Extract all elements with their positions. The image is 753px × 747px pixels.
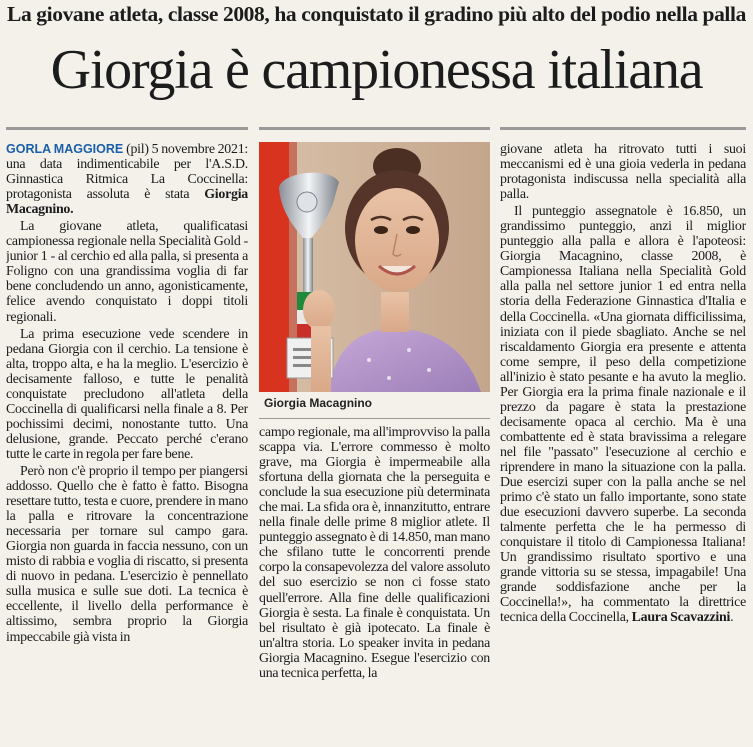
column-rule-2 — [259, 127, 490, 130]
paragraph: La prima esecuzione vede scendere in pedana Giorgia con il cerchio. La tensione è alta, troppo alta, e ha la meglio. L'esercizio è decisamente falloso, e tutte le penalità conquistate precludono all'atleta della Coccinella di qualificarsi nella finale a 8. Per pochissimi decimi, nonostante tutto. Una delusione, grande. Peccato perché c'erano tutte le carte in regola per fare bene. — [6, 326, 248, 462]
paragraph: La giovane atleta, qualificatasi campionessa regionale nella Specialità Gold - junior 1 - al cerchio ed alla palla, si presenta a Foligno con una grandissima voglia di far bene concludendo un anno, agonisticamente, felice avendo conquistato i doppi titoli regionali. — [6, 219, 248, 325]
quote-end: . — [730, 610, 734, 626]
athlete-photo — [259, 142, 490, 392]
paragraph: Però non c'è proprio il tempo per piangersi addosso. Quello che è fatto è fatto. Bisogna resettare tutto, testa e cuore, prendere in mano la palla e ritrovare la concentrazione necessaria per tornare sul campo gara. Giorgia non guarda in faccia nessuno, con un misto di rabbia e voglia di riscatto, si presenta di nuovo in pedana. L'esercizio è pennellato sulla musica e sulle sue doti. La tecnica è eccellente, il livello della performance è altissimo, sembra proprio la Giorgia impeccabile già vista in — [6, 463, 248, 645]
dateline: GORLA MAGGIORE — [6, 142, 124, 156]
paragraph: campo regionale, ma all'improvviso la palla scappa via. L'errore commesso è molto grave, ma Giorgia è impermeabile alla sfortuna della giornata che la perseguita e conclude la sua esecuzione più determinata che mai. La sfida ora è, innanzitutto, entrare nella finale delle prime 8 miglior atlete. Il punteggio assegnato è di 14.850, man mano che sfilano tutte le concorrenti prende corpo la consapevolezza del valore assoluto del suo esercizio se non ci fosse stato quell'errore. Alla fine delle qualificazioni Giorgia è sesta. La finale è conquistata. Un bel risultato è già ipotecato. La finale è un'altra storia. Lo speaker invita in pedana Giorgia Macagnino. Esegue l'esercizio con una tecnica perfetta, la — [259, 425, 490, 681]
byline: (pil) — [126, 142, 149, 157]
coach-name: Laura Scavazzini — [631, 610, 731, 626]
article-column-2 — [259, 425, 490, 745]
athlete-name: Giorgia Macagnino. — [6, 187, 248, 218]
caption-divider — [259, 418, 490, 419]
paragraph: giovane atleta ha ritrovato tutti i suoi meccanismi ed è una gioia vederla in pedana protagonista indiscussa nella specialità alla palla. — [500, 142, 746, 203]
intro-text: 5 novembre 2021: una data indimenticabile per l'A.S.D. Ginnastica Ritmica La Coccinella: protagonista assoluta è stata — [6, 142, 248, 203]
article-column-3 — [500, 142, 746, 745]
article-column-1 — [6, 142, 248, 745]
article-kicker: La giovane atleta, classe 2008, ha conquistato il gradino più alto del podio nella palla — [7, 2, 746, 26]
article-headline: Giorgia è campionessa italiana — [50, 39, 703, 101]
column-rule-1 — [6, 127, 248, 130]
paragraph-intro — [6, 142, 248, 217]
quote-text: Il punteggio assegnatole è 16.850, un grandissimo punteggio, anzi il miglior punteggio alla palla e allora è l'apoteosi: Giorgia Macagnino, classe 2008, è Campionessa Italiana nella Specialità Gold alla palla nel settore junior 1 ed entra nella storia della Federazione Ginnastica d'Italia e della Coccinella. «Una giornata difficilissima, iniziata con il piede sbagliato. Anche se nel riscaldamento Giorgia era presente e attenta come sempre, il peso della competizione all'inizio è stato pesante e ha avuto la meglio. Per Giorgia era la prima finale nazionale e il prezzo da pagare è stata la prestazione decisamente opaca al cerchio. Ma è una combattente ed è stata bravissima a relegare nel file "passato" l'esecuzione al cerchio e riprendere in mano la situazione con la palla. Due esercizi super con la palla anche se nel primo c'è stato un fallo importante, sono state due esecuzioni davvero superbe. La seconda talmente perfetta che le ha permesso di conquistare il titolo di Campionessa Italiana! Un grandissimo risultato sportivo e una grande vittoria su se stessa, impagabile! Una grande soddisfazione anche per la Coccinella!», ha commentato la direttrice tecnica della Coccinella, — [500, 204, 746, 626]
photo-caption: Giorgia Macagnino — [264, 396, 373, 410]
paragraph-quote — [500, 204, 746, 625]
column-rule-3 — [500, 127, 746, 130]
